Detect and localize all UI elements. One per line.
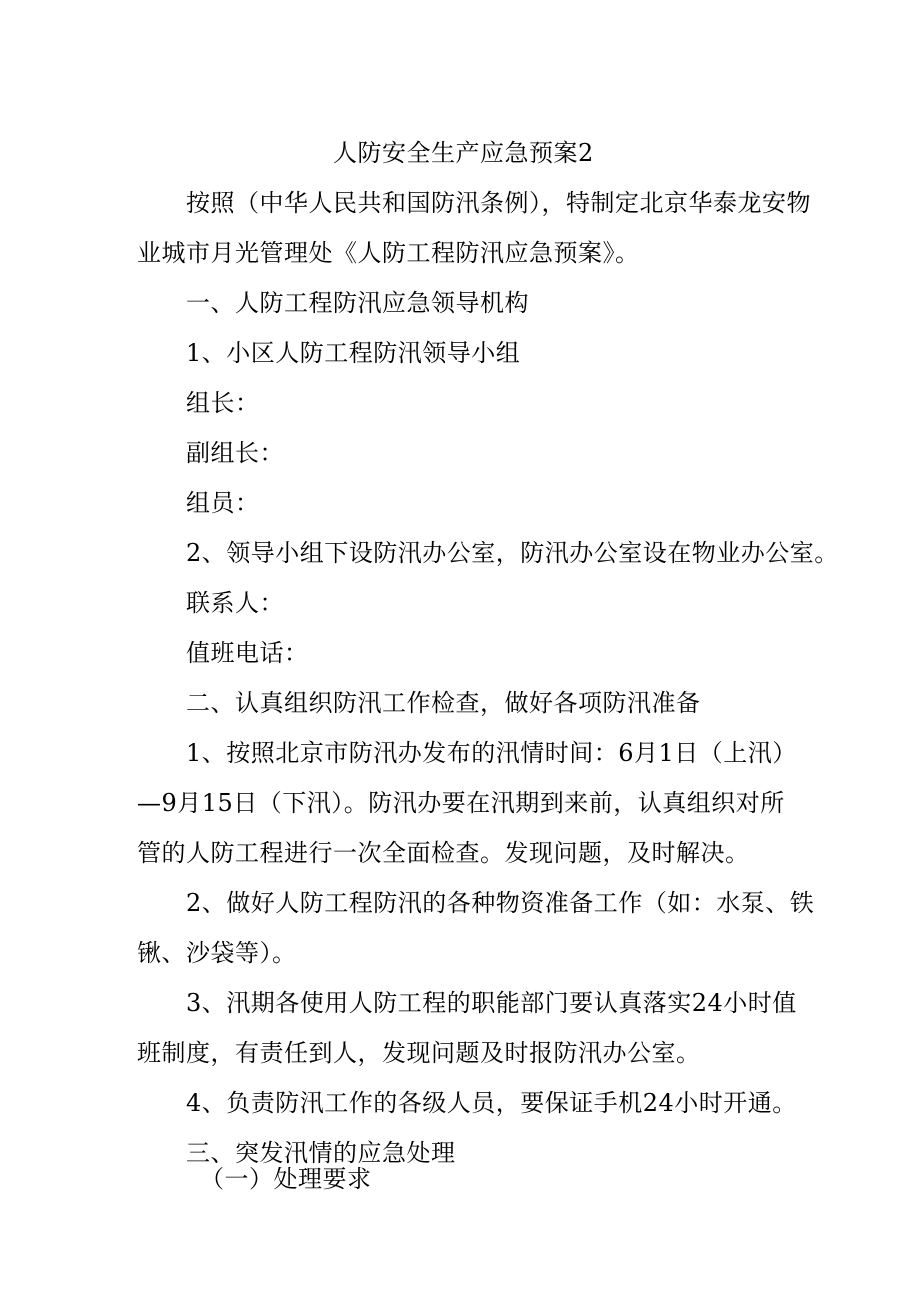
paragraph-line-office: 2、领导小组下设防汛办公室，防汛办公室设在物业办公室。 bbox=[186, 539, 839, 567]
subsection-heading-1: 1、小区人防工程防汛领导小组 bbox=[186, 339, 521, 367]
section-heading-3: 三、突发汛情的应急处理 bbox=[186, 1139, 456, 1167]
paragraph-line-supplies-2: 锹、沙袋等）。 bbox=[137, 939, 297, 967]
member-label: 组员： bbox=[186, 489, 260, 517]
paragraph-line-duty-2: 班制度，有责任到人，发现问题及时报防汛办公室。 bbox=[137, 1039, 701, 1067]
duty-phone-label: 值班电话： bbox=[186, 639, 309, 667]
paragraph-line-2: 业城市月光管理处《人防工程防汛应急预案》。 bbox=[137, 239, 640, 267]
document-title: 人防安全生产应急预案2 bbox=[333, 139, 594, 167]
subsection-heading-handling: （一）处理要求 bbox=[200, 1165, 372, 1193]
paragraph-line-flood-time-3: 管的人防工程进行一次全面检查。发现问题，及时解决。 bbox=[137, 839, 750, 867]
paragraph-line-flood-time-2: —9月15日（下汛）。防汛办要在汛期到来前，认真组织对所 bbox=[137, 789, 785, 817]
paragraph-line-phone: 4、负责防汛工作的各级人员，要保证手机24小时开通。 bbox=[186, 1089, 797, 1117]
section-heading-2: 二、认真组织防汛工作检查，做好各项防汛准备 bbox=[186, 689, 701, 717]
paragraph-line-duty-1: 3、汛期各使用人防工程的职能部门要认真落实24小时值 bbox=[186, 989, 797, 1017]
paragraph-line-flood-time-1: 1、按照北京市防汛办发布的汛情时间：6月1日（上汛） bbox=[186, 739, 797, 767]
section-heading-1: 一、人防工程防汛应急领导机构 bbox=[186, 289, 529, 317]
contact-label: 联系人： bbox=[186, 589, 284, 617]
deputy-leader-label: 副组长： bbox=[186, 439, 284, 467]
paragraph-line-supplies-1: 2、做好人防工程防汛的各种物资准备工作（如：水泵、铁 bbox=[186, 889, 815, 917]
paragraph-line-1: 按照（中华人民共和国防汛条例），特制定北京华泰龙安物 bbox=[186, 189, 811, 217]
leader-label: 组长： bbox=[186, 389, 260, 417]
